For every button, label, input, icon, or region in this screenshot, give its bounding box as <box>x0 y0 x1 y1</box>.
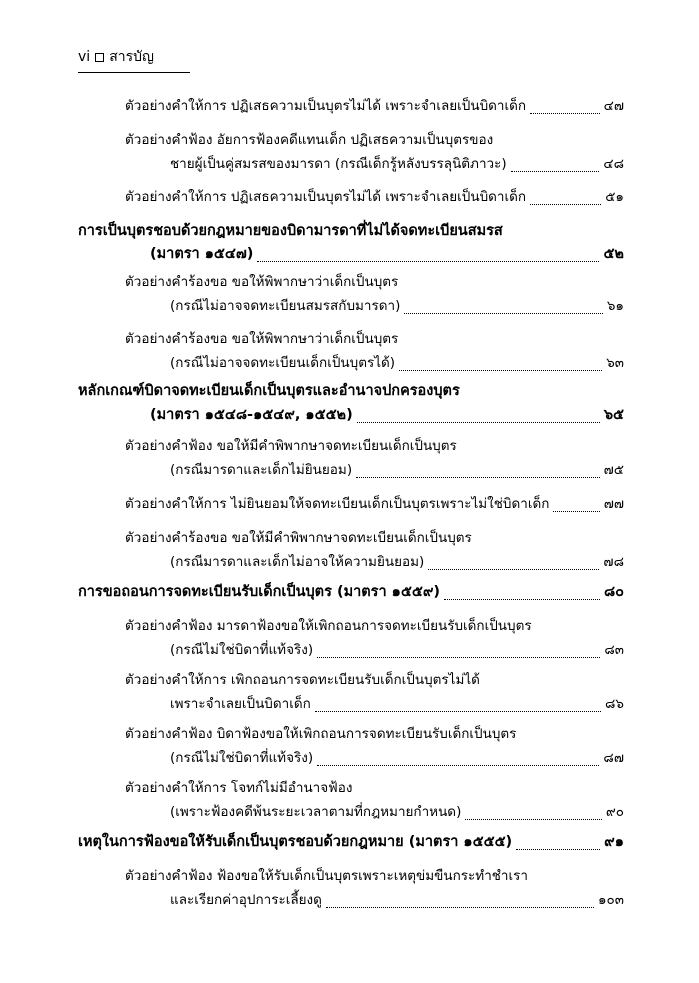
toc-entry-line <box>170 695 624 713</box>
toc-entry-text: ตัวอย่างคำร้องขอ ขอให้พิพากษาว่าเด็กเป็นบุตร <box>125 331 399 347</box>
toc-entry-text: ตัวอย่างคำให้การ เพิกถอนการจดทะเบียนรับเด็กเป็นบุตรไม่ได้ <box>125 672 480 688</box>
toc-entry-text: (กรณีไม่อาจจดทะเบียนสมรสกับมารดา) <box>170 298 401 314</box>
toc-page-number: ๗๗ <box>603 496 624 512</box>
toc-entry-text: (เพราะฟ้องคดีพ้นระยะเวลาตามที่กฎหมายกำหนด) <box>170 804 462 820</box>
dot-leader <box>516 839 600 850</box>
toc-entry-text: เหตุในการฟ้องขอให้รับเด็กเป็นบุตรชอบด้วยกฎหมาย (มาตรา ๑๕๕๕) <box>78 834 513 850</box>
toc-entry-line <box>125 97 624 115</box>
toc-entry-line <box>125 131 493 149</box>
toc-entry-line <box>125 867 528 885</box>
toc-entry-line <box>170 155 624 173</box>
toc-entry-text: (กรณีมารดาและเด็กไม่ยินยอม) <box>170 462 353 478</box>
toc-page-number: ๔๘ <box>603 156 624 172</box>
toc-entry-text: ตัวอย่างคำฟ้อง ฟ้องขอให้รับเด็กเป็นบุตรเพราะเหตุข่มขืนกระทำชำเรา <box>125 868 528 884</box>
toc-entry-text: และเรียกค่าอุปการะเลี้ยงดู <box>170 892 322 908</box>
toc-page-number: ๘๖ <box>605 696 624 712</box>
dot-leader <box>315 701 601 712</box>
toc-entry-line <box>125 495 624 513</box>
toc-entry-line <box>125 725 516 743</box>
dot-leader <box>530 194 601 205</box>
page-header <box>78 46 190 73</box>
toc-entry-line <box>125 330 398 348</box>
toc-entry-line <box>125 671 480 689</box>
toc-page-number: ๕๑ <box>605 189 624 205</box>
dot-leader <box>511 161 600 172</box>
header-title: สารบัญ <box>109 49 154 65</box>
dot-leader <box>326 897 594 908</box>
dot-leader <box>399 360 602 371</box>
toc-page-number: ๗๘ <box>603 554 624 570</box>
dot-leader <box>317 755 599 766</box>
toc-entry-line <box>170 354 624 372</box>
toc-entry-line <box>170 461 624 479</box>
toc-page-number: ๘๐ <box>603 584 624 600</box>
toc-entry-line <box>170 749 624 767</box>
dot-leader <box>356 467 600 478</box>
toc-page-number: ๖๕ <box>603 407 624 423</box>
toc-entry-text: (มาตรา ๑๕๔๗) <box>150 246 254 262</box>
toc-entry-text: ตัวอย่างคำร้องขอ ขอให้มีคำพิพากษาจดทะเบียนเด็กเป็นบุตร <box>125 530 472 546</box>
toc-section-line <box>78 833 624 851</box>
toc-entry-text: ตัวอย่างคำฟ้อง ขอให้มีคำพิพากษาจดทะเบียนเด็กเป็นบุตร <box>125 438 457 454</box>
toc-entry-text: (กรณีไม่ใช่บิดาที่แท้จริง) <box>170 750 314 766</box>
toc-entry-line <box>125 617 532 635</box>
toc-entry-text: ตัวอย่างคำให้การ ปฏิเสธความเป็นบุตรไม่ได้ เพราะจำเลยเป็นบิดาเด็ก <box>125 98 527 114</box>
toc-entry-line <box>125 188 624 206</box>
toc-section-line <box>78 382 460 400</box>
toc-entry-text: ตัวอย่างคำฟ้อง มารดาฟ้องขอให้เพิกถอนการจดทะเบียนรับเด็กเป็นบุตร <box>125 618 532 634</box>
toc-entry-text: (มาตรา ๑๕๔๘-๑๕๔๙, ๑๕๕๒) <box>150 407 353 423</box>
toc-section-line <box>150 406 624 424</box>
toc-page-number: ๔๗ <box>603 98 624 114</box>
toc-entry-line <box>170 891 624 909</box>
toc-entry-text: ตัวอย่างคำร้องขอ ขอให้พิพากษาว่าเด็กเป็นบุตร <box>125 274 399 290</box>
toc-entry-line <box>170 297 624 315</box>
toc-entry-text: ตัวอย่างคำให้การ ไม่ยินยอมให้จดทะเบียนเด็กเป็นบุตรเพราะไม่ใช่บิดาเด็ก <box>125 496 550 512</box>
toc-entry-line <box>170 641 624 659</box>
dot-leader <box>428 559 599 570</box>
dot-leader <box>530 103 600 114</box>
toc-page-number: ๖๑ <box>606 298 624 314</box>
toc-section-line <box>78 583 624 601</box>
toc-entry-line <box>125 779 352 797</box>
toc-page-number: ๙๐ <box>605 804 624 820</box>
checkbox-square-icon <box>95 53 104 62</box>
toc-section-line <box>78 222 503 240</box>
page-number: vi <box>78 49 91 65</box>
toc-entry-line <box>125 529 472 547</box>
dot-leader <box>465 809 602 820</box>
dot-leader <box>553 501 599 512</box>
dot-leader <box>357 412 600 423</box>
toc-entry-text: ตัวอย่างคำให้การ ปฏิเสธความเป็นบุตรไม่ได้ เพราะจำเลยเป็นบิดาเด็ก <box>125 189 527 205</box>
toc-page-number: ๗๕ <box>603 462 624 478</box>
toc-entry-text: ชายผู้เป็นคู่สมรสของมารดา (กรณีเด็กรู้หลังบรรลุนิติภาวะ) <box>170 156 507 172</box>
toc-entry-text: (กรณีมารดาและเด็กไม่อาจให้ความยินยอม) <box>170 554 425 570</box>
dot-leader <box>257 251 599 262</box>
toc-page-number: ๕๒ <box>603 246 624 262</box>
toc-section-line <box>150 245 624 263</box>
toc-entry-line <box>170 553 624 571</box>
toc-page-number: ๑๐๓ <box>597 892 624 908</box>
dot-leader <box>404 303 602 314</box>
toc-entry-text: หลักเกณฑ์บิดาจดทะเบียนเด็กเป็นบุตรและอำนาจปกครองบุตร <box>78 383 460 399</box>
dot-leader <box>444 589 600 600</box>
toc-page-number: ๘๓ <box>604 642 624 658</box>
toc-entry-text: ตัวอย่างคำฟ้อง อัยการฟ้องคดีแทนเด็ก ปฏิเสธความเป็นบุตรของ <box>125 132 494 148</box>
toc-entry-line <box>125 437 457 455</box>
toc-entry-line <box>170 803 624 821</box>
toc-entry-text: การขอถอนการจดทะเบียนรับเด็กเป็นบุตร (มาตรา ๑๕๕๙) <box>78 584 441 600</box>
toc-page-number: ๙๑ <box>604 834 624 850</box>
toc-entry-text: เพราะจำเลยเป็นบิดาเด็ก <box>170 696 311 712</box>
toc-entry-line <box>125 273 398 291</box>
toc-page-number: ๖๓ <box>606 355 624 371</box>
toc-entry-text: การเป็นบุตรชอบด้วยกฎหมายของบิดามารดาที่ไม่ได้จดทะเบียนสมรส <box>78 223 503 239</box>
toc-entry-text: ตัวอย่างคำให้การ โจทก์ไม่มีอำนาจฟ้อง <box>125 780 353 796</box>
toc-entry-text: ตัวอย่างคำฟ้อง บิดาฟ้องขอให้เพิกถอนการจดทะเบียนรับเด็กเป็นบุตร <box>125 726 517 742</box>
toc-page-number: ๘๗ <box>603 750 624 766</box>
dot-leader <box>317 647 600 658</box>
toc-entry-text: (กรณีไม่ใช่บิดาที่แท้จริง) <box>170 642 314 658</box>
toc-entry-text: (กรณีไม่อาจจดทะเบียนเด็กเป็นบุตรได้) <box>170 355 396 371</box>
